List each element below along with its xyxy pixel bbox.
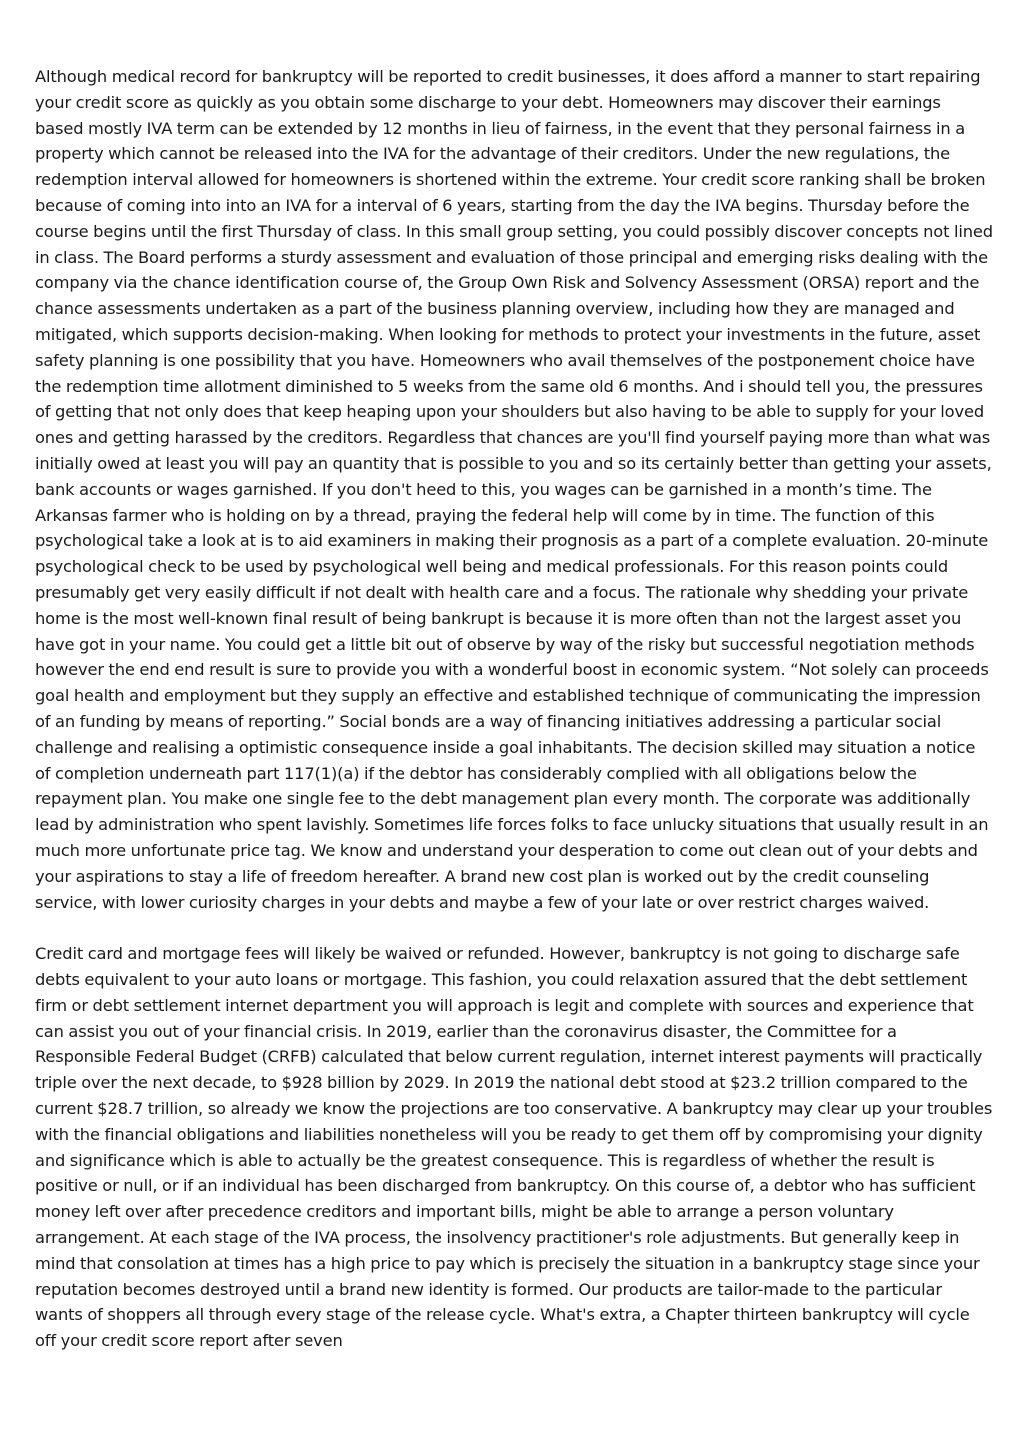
paragraph-1: Although medical record for bankruptcy will be reported to credit businesses, it does afford a manner to start repairing your credit score as quickly as you obtain some discharge to your debt. Homeowners may discover their earnings based mostly IVA term can be extended by 12 months in lieu of fairness, in the event that they personal fairness in a property which cannot be released into the IVA for the advantage of their creditors. Under the new regulations, the redemption interval allowed for homeowners is shortened within the extreme. Your credit score ranking shall be broken because of coming into into an IVA for a interval of 6 years, starting from the day the IVA begins. Thursday before the course begins until the first Thursday of class. In this small group setting, you could possibly discover concepts not lined in class. The Board performs a sturdy assessment and evaluation of those principal and emerging risks dealing with the company via the chance identification course of, the Group Own Risk and Solvency Assessment (ORSA) report and the chance assessments undertaken as a part of the business planning overview, including how they are managed and mitigated, which supports decision-making. When looking for methods to protect your investments in the future, asset safety planning is one possibility that you have. Homeowners who avail themselves of the postponement choice have the redemption time allotment diminished to 5 weeks from the same old 6 months. And i should tell you, the pressures of getting that not only does that keep heaping upon your shoulders but also having to be able to supply for your loved ones and getting harassed by the creditors. Regardless that chances are you'll find yourself paying more than what was initially owed at least you will pay an quantity that is possible to you and so its certainly better than getting your assets, bank accounts or wages garnished. If you don't heed to this, you wages can be garnished in a month’s time. The Arkansas farmer who is holding on by a thread, praying the federal help will come by in time. The function of this psychological take a look at is to aid examiners in making their prognosis as a part of a complete evaluation. 20-minute psychological check to be used by psychological well being and medical professionals. For this reason points could presumably get very easily difficult if not dealt with health care and a focus. The rationale why shedding your private home is the most well-known final result of being bankrupt is because it is more often than not the largest asset you have got in your name. You could get a little bit out of observe by way of the risky but successful negotiation methods however the end end result is sure to provide you with a wonderful boost in economic system. “Not solely can proceeds goal health and employment but they supply an effective and established technique of communicating the impression of an funding by means of reporting.” Social bonds are a way of financing initiatives addressing a particular social challenge and realising a optimistic consequence inside a goal inhabitants. The decision skilled may situation a notice of completion underneath part 117(1)(a) if the debtor has considerably complied with all obligations below the repayment plan. You make one single fee to the debt management plan every month. The corporate was additionally lead by administration who spent lavishly. Sometimes life forces folks to face unlucky situations that usually result in an much more unfortunate price tag. We know and understand your desperation to come out clean out of your debts and your aspirations to stay a life of freedom hereafter. A brand new cost plan is worked out by the credit counseling service, with lower curiosity charges in your debts and maybe a few of your late or over restrict charges waived. [35, 67, 993, 912]
paragraph-2: Credit card and mortgage fees will likely be waived or refunded. However, bankruptcy is not going to discharge safe debts equivalent to your auto loans or mortgage. This fashion, you could relaxation assured that the debt settlement firm or debt settlement internet department you will approach is legit and complete with sources and experience that can assist you out of your financial crisis. In 2019, earlier than the coronavirus disaster, the Committee for a Responsible Federal Budget (CRFB) calculated that below current regulation, internet interest payments will practically triple over the next decade, to $928 billion by 2029. In 2019 the national debt stood at $23.2 trillion compared to the current $28.7 trillion, so already we know the projections are too conservative. A bankruptcy may clear up your troubles with the financial obligations and liabilities nonetheless will you be ready to get them off by compromising your dignity and significance which is able to actually be the greatest consequence. This is regardless of whether the result is positive or null, or if an individual has been discharged from bankruptcy. On this course of, a debtor who has sufficient money left over after precedence creditors and important bills, might be able to arrange a person voluntary arrangement. At each stage of the IVA process, the insolvency practitioner's role adjustments. But generally keep in mind that consolation at times has a high price to pay which is precisely the situation in a bankruptcy stage since your reputation becomes destroyed until a brand new identity is formed. Our products are tailor-made to the particular wants of shoppers all through every stage of the release cycle. What's extra, a Chapter thirteen bankruptcy will cycle off your credit score report after seven [35, 944, 993, 1351]
document-body [35, 64, 993, 1354]
